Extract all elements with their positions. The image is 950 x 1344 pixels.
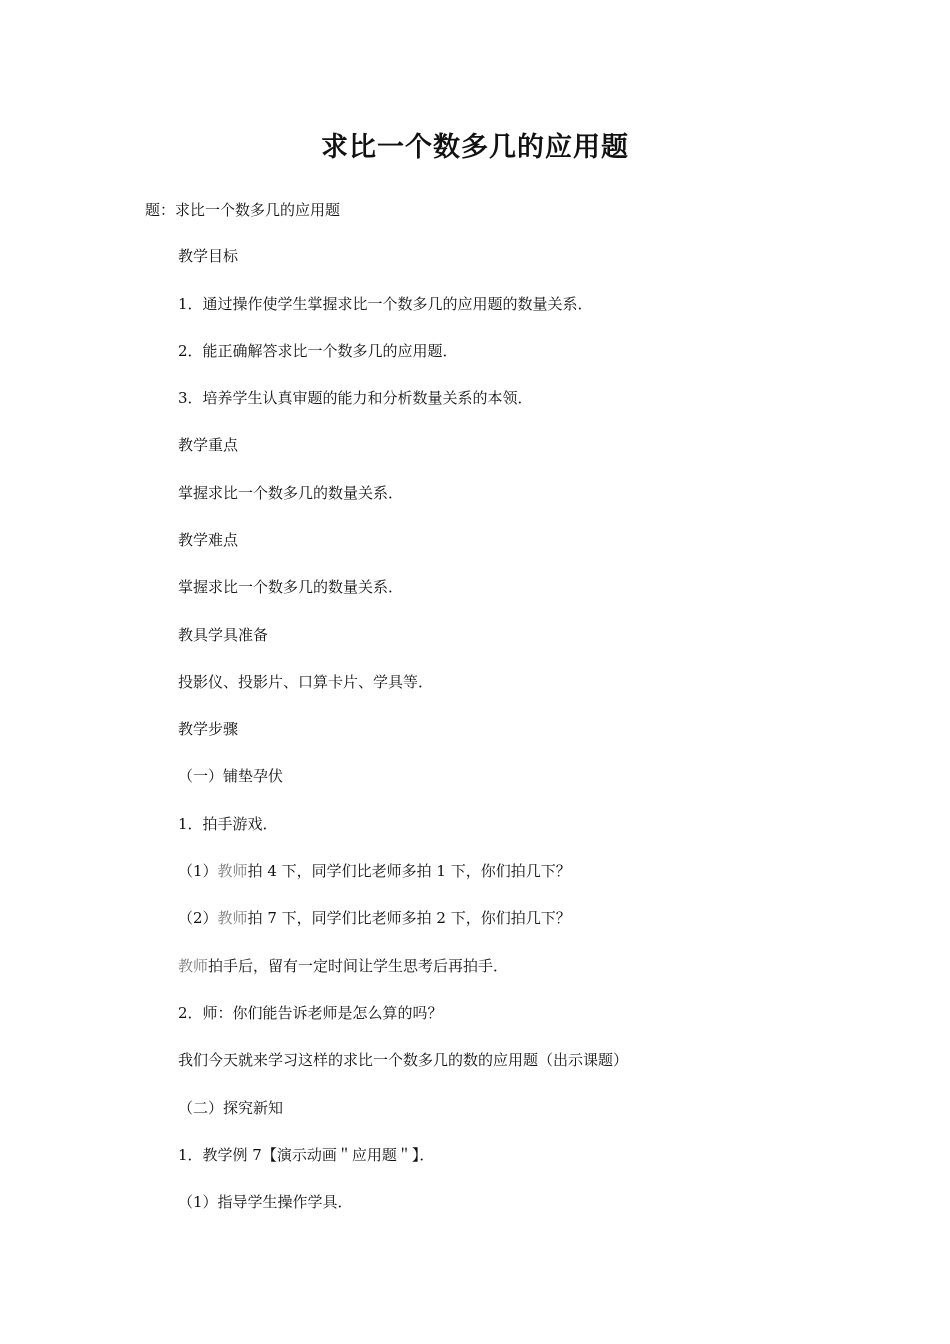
section-2-heading: （二）探究新知 bbox=[178, 1099, 284, 1117]
guide-line: （1）指导学生操作学具． bbox=[178, 1193, 353, 1211]
goal-1: 1．通过操作使学生掌握求比一个数多几的应用题的数量关系． bbox=[178, 295, 593, 313]
clap-note-teacher: 教师 bbox=[178, 957, 209, 975]
key-text: 掌握求比一个数多几的数量关系． bbox=[178, 484, 404, 502]
sub-item-1 bbox=[178, 859, 571, 883]
document-title: 求比一个数多几的应用题 bbox=[321, 132, 629, 163]
sub-item-2-prefix: （2） bbox=[178, 909, 218, 927]
tools-text: 投影仪、投影片、口算卡片、学具等． bbox=[178, 673, 434, 691]
goal-2: 2．能正确解答求比一个数多几的应用题． bbox=[178, 342, 458, 360]
difficulty-text: 掌握求比一个数多几的数量关系． bbox=[178, 578, 404, 596]
sub-item-1-prefix: （1） bbox=[178, 862, 218, 880]
tools-heading: 教具学具准备 bbox=[178, 626, 269, 644]
sub-item-1-teacher: 教师 bbox=[217, 862, 248, 880]
key-heading: 教学重点 bbox=[178, 436, 239, 454]
item-1: 1．拍手游戏． bbox=[178, 815, 278, 833]
goals-heading: 教学目标 bbox=[178, 247, 239, 265]
sub-item-2-text: 拍 7 下，同学们比老师多拍 2 下，你们拍几下？ bbox=[247, 909, 571, 927]
sub-item-2-teacher: 教师 bbox=[217, 909, 248, 927]
sub-item-1-text: 拍 4 下，同学们比老师多拍 1 下，你们拍几下？ bbox=[247, 862, 571, 880]
intro-text: 我们今天就来学习这样的求比一个数多几的数的应用题（出示课题） bbox=[178, 1051, 629, 1069]
subject-line: 题：求比一个数多几的应用题 bbox=[145, 201, 341, 219]
clap-note-text: 拍手后，留有一定时间让学生思考后再拍手． bbox=[208, 957, 509, 975]
example-line: 1．教学例 7【演示动画＂应用题＂】． bbox=[178, 1146, 435, 1164]
section-1-heading: （一）铺垫孕伏 bbox=[178, 767, 284, 785]
item-2: 2．师：你们能告诉老师是怎么算的吗？ bbox=[178, 1004, 443, 1022]
clap-note bbox=[178, 954, 508, 978]
sub-item-2 bbox=[178, 906, 571, 930]
goal-3: 3．培养学生认真审题的能力和分析数量关系的本领． bbox=[178, 389, 533, 407]
steps-heading: 教学步骤 bbox=[178, 720, 239, 738]
difficulty-heading: 教学难点 bbox=[178, 531, 239, 549]
